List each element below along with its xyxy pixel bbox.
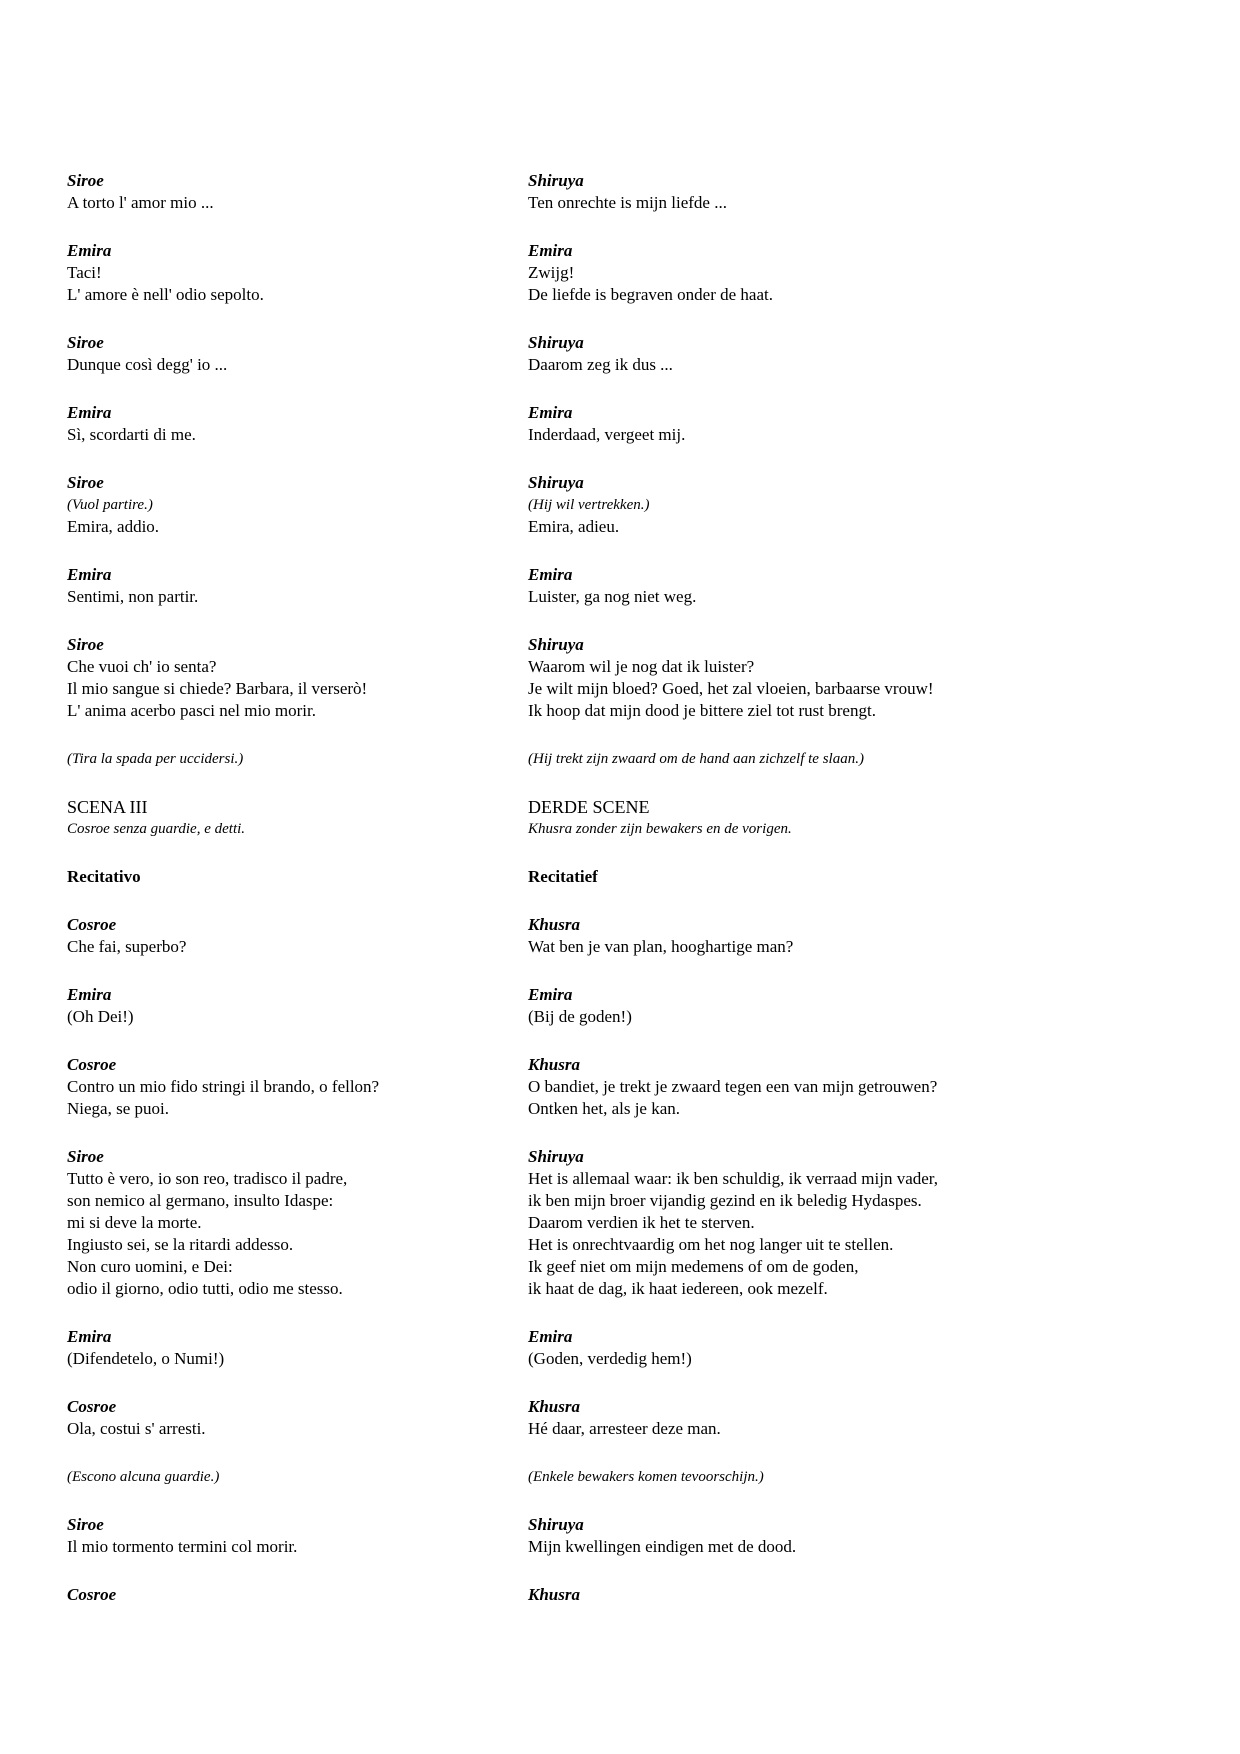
speaker-name: Emira (67, 985, 112, 1004)
dialogue-block (67, 332, 528, 376)
dialogue-block (67, 402, 528, 446)
speaker-name: Shiruya (528, 1147, 584, 1166)
dialogue-line: (Goden, verdedig hem!) (528, 1349, 692, 1368)
dialogue-line: mi si deve la morte. (67, 1213, 202, 1232)
stage-direction-block (67, 748, 528, 770)
dialogue-block (528, 1514, 1218, 1558)
speaker-name: Siroe (67, 333, 104, 352)
speaker-name: Emira (67, 241, 112, 260)
dialogue-line: Emira, adieu. (528, 517, 620, 536)
dialogue-block (528, 634, 1218, 722)
scene-heading-block (528, 796, 1218, 840)
section-heading-block (528, 866, 1218, 888)
dialogue-block (67, 1584, 528, 1606)
speaker-name: Cosroe (67, 1585, 117, 1604)
column-dutch (528, 170, 1218, 1632)
dialogue-line: Mijn kwellingen eindigen met de dood. (528, 1537, 797, 1556)
dialogue-line: Tutto è vero, io son reo, tradisco il padre, (67, 1169, 348, 1188)
dialogue-block (67, 984, 528, 1028)
dialogue-block (528, 402, 1218, 446)
dialogue-block (67, 472, 528, 538)
dialogue-line: O bandiet, je trekt je zwaard tegen een van mijn getrouwen? (528, 1077, 938, 1096)
dialogue-block (528, 564, 1218, 608)
dialogue-block (528, 1584, 1218, 1606)
dialogue-block (67, 634, 528, 722)
stage-direction: (Hij wil vertrekken.) (528, 497, 650, 513)
scene-subtitle: Khusra zonder zijn bewakers en de vorigen. (528, 821, 792, 837)
dialogue-line: ik ben mijn broer vijandig gezind en ik beledig Hydaspes. (528, 1191, 922, 1210)
speaker-name: Emira (528, 403, 573, 422)
speaker-name: Cosroe (67, 1055, 117, 1074)
speaker-name: Cosroe (67, 1397, 117, 1416)
dialogue-line: (Oh Dei!) (67, 1007, 134, 1026)
speaker-name: Siroe (67, 635, 104, 654)
scene-title: DERDE SCENE (528, 797, 650, 817)
stage-direction-block (528, 748, 1218, 770)
speaker-name: Emira (67, 565, 112, 584)
speaker-name: Shiruya (528, 635, 584, 654)
dialogue-line: Zwijg! (528, 263, 575, 282)
dialogue-line: Het is allemaal waar: ik ben schuldig, ik verraad mijn vader, (528, 1169, 939, 1188)
dialogue-line: Ingiusto sei, se la ritardi addesso. (67, 1235, 294, 1254)
dialogue-line: Waarom wil je nog dat ik luister? (528, 657, 755, 676)
dialogue-block (528, 914, 1218, 958)
speaker-name: Shiruya (528, 473, 584, 492)
dialogue-line: Wat ben je van plan, hooghartige man? (528, 937, 794, 956)
dialogue-line: Che vuoi ch' io senta? (67, 657, 217, 676)
dialogue-line: Ik hoop dat mijn dood je bittere ziel tot rust brengt. (528, 701, 876, 720)
dialogue-line: Che fai, superbo? (67, 937, 187, 956)
dialogue-line: Contro un mio fido stringi il brando, o fellon? (67, 1077, 380, 1096)
speaker-name: Emira (528, 1327, 573, 1346)
speaker-name: Siroe (67, 1147, 104, 1166)
dialogue-line: (Difendetelo, o Numi!) (67, 1349, 225, 1368)
dialogue-block (67, 564, 528, 608)
dialogue-line: Niega, se puoi. (67, 1099, 169, 1118)
speaker-name: Siroe (67, 171, 104, 190)
dialogue-line: odio il giorno, odio tutti, odio me stesso. (67, 1279, 343, 1298)
dialogue-block (528, 170, 1218, 214)
stage-direction: (Hij trekt zijn zwaard om de hand aan zichzelf te slaan.) (528, 751, 864, 767)
speaker-name: Khusra (528, 915, 580, 934)
column-italian (67, 170, 528, 1632)
dialogue-block (528, 332, 1218, 376)
section-heading: Recitativo (67, 867, 141, 886)
stage-direction: (Tira la spada per uccidersi.) (67, 751, 244, 767)
dialogue-line: (Bij de goden!) (528, 1007, 632, 1026)
speaker-name: Emira (528, 241, 573, 260)
dialogue-line: L' anima acerbo pasci nel mio morir. (67, 701, 317, 720)
dialogue-line: De liefde is begraven onder de haat. (528, 285, 773, 304)
dialogue-line: Ten onrechte is mijn liefde ... (528, 193, 727, 212)
dialogue-line: Emira, addio. (67, 517, 160, 536)
speaker-name: Shiruya (528, 171, 584, 190)
dialogue-line: Non curo uomini, e Dei: (67, 1257, 233, 1276)
speaker-name: Emira (67, 403, 112, 422)
dialogue-line: Sentimi, non partir. (67, 587, 199, 606)
stage-direction: (Escono alcuna guardie.) (67, 1469, 220, 1485)
speaker-name: Emira (528, 565, 573, 584)
dialogue-block (528, 1146, 1218, 1300)
section-heading: Recitatief (528, 867, 598, 886)
dialogue-line: Sì, scordarti di me. (67, 425, 196, 444)
speaker-name: Shiruya (528, 1515, 584, 1534)
dialogue-line: Daarom verdien ik het te sterven. (528, 1213, 755, 1232)
dialogue-line: son nemico al germano, insulto Idaspe: (67, 1191, 334, 1210)
speaker-name: Khusra (528, 1397, 580, 1416)
dialogue-line: Ontken het, als je kan. (528, 1099, 681, 1118)
stage-direction-block (67, 1466, 528, 1488)
dialogue-line: Het is onrechtvaardig om het nog langer uit te stellen. (528, 1235, 894, 1254)
scene-subtitle: Cosroe senza guardie, e detti. (67, 821, 246, 837)
dialogue-line: Il mio tormento termini col morir. (67, 1537, 298, 1556)
speaker-name: Shiruya (528, 333, 584, 352)
dialogue-block (528, 1326, 1218, 1370)
dialogue-block (528, 240, 1218, 306)
speaker-name: Emira (67, 1327, 112, 1346)
speaker-name: Siroe (67, 473, 104, 492)
stage-direction: (Vuol partire.) (67, 497, 153, 513)
dialogue-block (67, 1396, 528, 1440)
dialogue-block (67, 1054, 528, 1120)
section-heading-block (67, 866, 528, 888)
dialogue-block (67, 1146, 528, 1300)
speaker-name: Khusra (528, 1055, 580, 1074)
dialogue-block (67, 1326, 528, 1370)
dialogue-block (67, 1514, 528, 1558)
dialogue-block (67, 914, 528, 958)
dialogue-line: Dunque così degg' io ... (67, 355, 228, 374)
speaker-name: Siroe (67, 1515, 104, 1534)
stage-direction: (Enkele bewakers komen tevoorschijn.) (528, 1469, 764, 1485)
scene-title: SCENA III (67, 797, 148, 817)
dialogue-line: Daarom zeg ik dus ... (528, 355, 673, 374)
dialogue-line: Ola, costui s' arresti. (67, 1419, 206, 1438)
dialogue-block (528, 1054, 1218, 1120)
dialogue-line: Je wilt mijn bloed? Goed, het zal vloeien, barbaarse vrouw! (528, 679, 934, 698)
dialogue-line: Ik geef niet om mijn medemens of om de goden, (528, 1257, 859, 1276)
dialogue-line: Inderdaad, vergeet mij. (528, 425, 686, 444)
speaker-name: Emira (528, 985, 573, 1004)
dialogue-line: Il mio sangue si chiede? Barbara, il verserò! (67, 679, 368, 698)
speaker-name: Khusra (528, 1585, 580, 1604)
dialogue-line: L' amore è nell' odio sepolto. (67, 285, 264, 304)
dialogue-block (67, 240, 528, 306)
dialogue-line: A torto l' amor mio ... (67, 193, 214, 212)
scene-heading-block (67, 796, 528, 840)
dialogue-line: ik haat de dag, ik haat iedereen, ook mezelf. (528, 1279, 828, 1298)
dialogue-line: Luister, ga nog niet weg. (528, 587, 697, 606)
dialogue-line: Taci! (67, 263, 102, 282)
dialogue-block (528, 984, 1218, 1028)
stage-direction-block (528, 1466, 1218, 1488)
dialogue-block (528, 1396, 1218, 1440)
dialogue-block (67, 170, 528, 214)
libretto-columns (67, 170, 1218, 1632)
dialogue-block (528, 472, 1218, 538)
speaker-name: Cosroe (67, 915, 117, 934)
dialogue-line: Hé daar, arresteer deze man. (528, 1419, 721, 1438)
